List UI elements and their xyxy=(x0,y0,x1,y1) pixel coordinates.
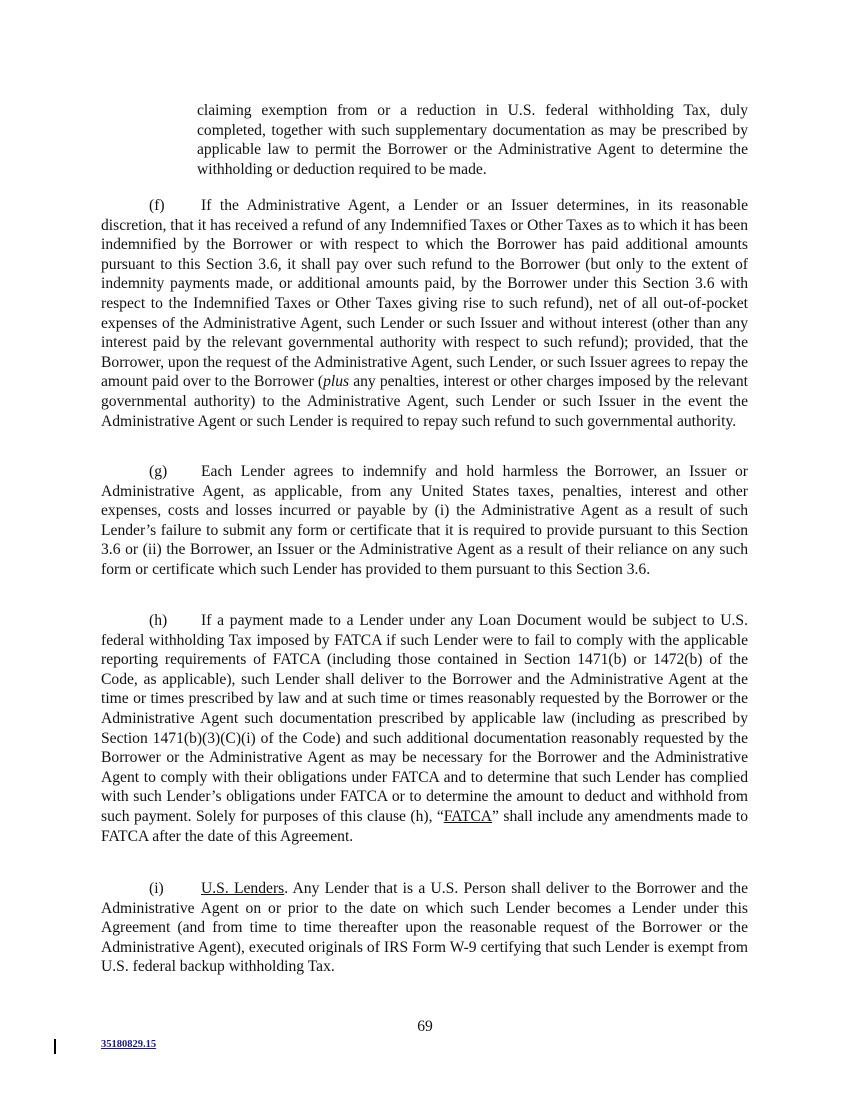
paragraph-text: . Any Lender that is a U.S. Person shall deliver to the Borrower and the Administrative Agent on or prior to the date on which such Lender becomes a Lender under this Agreement (and from time to time thereafter upon the reasonable request of the Borrower or the Administrative Agent), executed originals of IRS Form W-9 certifying that such Lender is exempt from U.S. federal backup withholding Tax. xyxy=(101,880,748,976)
section-heading: U.S. Lenders xyxy=(201,880,285,897)
paragraph-h xyxy=(101,611,748,846)
paragraph-text: If the Administrative Agent, a Lender or an Issuer determines, in its reasonable discretion, that it has received a refund of any Indemnified Taxes or Other Taxes as to which it has been indemnified by the Borrower or with respect to which the Borrower has paid additional amounts pursuant to this Section 3.6, it shall pay over such refund to the Borrower (but only to the extent of indemnity payments made, or additional amounts paid, by the Borrower under this Section 3.6 with respect to the Indemnified Taxes or Other Taxes giving rise to such refund), net of all out-of-pocket expenses of the Administrative Agent, such Lender or such Issuer and without interest (other than any interest paid by the relevant governmental authority with respect to such refund); provided, that the Borrower, upon the request of the Administrative Agent, such Lender, or such Issuer agrees to repay the amount paid over to the Borrower ( xyxy=(101,197,749,391)
continuation-paragraph: claiming exemption from or a reduction in U.S. federal withholding Tax, duly completed, together with such supplementary documentation as may be prescribed by applicable law to permit the Borrower or the Administrative Agent to determine the withholding or deduction required to be made. xyxy=(197,102,748,178)
revision-change-bar xyxy=(54,1039,56,1054)
paragraph-text: Each Lender agrees to indemnify and hold harmless the Borrower, an Issuer or Administrative Agent, as applicable, from any United States taxes, penalties, interest and other expenses, costs and losses incurred or payable by (i) the Administrative Agent as a result of such Lender’s failure to submit any form or certificate that it is required to provide pursuant to this Section 3.6 or (ii) the Borrower, an Issuer or the Administrative Agent as a result of their reliance on any such form or certificate which such Lender has provided to them pursuant to this Section 3.6. xyxy=(101,463,748,578)
paragraph-text: If a payment made to a Lender under any Loan Document would be subject to U.S. federal withholding Tax imposed by FATCA if such Lender were to fail to comply with the applicable reporting requirements of FATCA (including those contained in Section 1471(b) or 1472(b) of the Code, as applicable), such Lender shall deliver to the Borrower and the Administrative Agent at the time or times prescribed by law and at such time or times reasonably requested by the Borrower or the Administrative Agent such documentation prescribed by applicable law (including as prescribed by Section 1471(b)(3)(C)(i) of the Code) and such additional documentation reasonably requested by the Borrower or the Administrative Agent as may be necessary for the Borrower and the Administrative Agent to comply with their obligations under FATCA and to determine that such Lender has complied with such Lender’s obligations under FATCA or to determine the amount to deduct and withhold from such payment. Solely for purposes of this clause (h), “ xyxy=(101,612,748,825)
defined-term: FATCA xyxy=(443,807,493,825)
paragraph-i xyxy=(101,879,748,977)
clause-label: (f) xyxy=(149,197,165,214)
paragraph-f xyxy=(101,196,748,431)
italic-term: plus xyxy=(323,373,350,391)
paragraph-text: any penalties, interest or other charges imposed by the relevant governmental authority) to the Administrative Agent, such Lender or such Issuer in the event the Administrative Agent or such Lender is required to repay such refund to such governmental authority. xyxy=(101,373,748,430)
clause-label: (h) xyxy=(149,612,168,629)
paragraph-text: ” shall include any amendments made to FATCA after the date of this Agreement. xyxy=(101,807,748,845)
paragraph-g xyxy=(101,462,748,580)
page-number: 69 xyxy=(417,1018,433,1035)
document-id: 35180829.15 xyxy=(101,1039,157,1050)
clause-label: (i) xyxy=(149,880,164,897)
clause-label: (g) xyxy=(149,463,168,480)
